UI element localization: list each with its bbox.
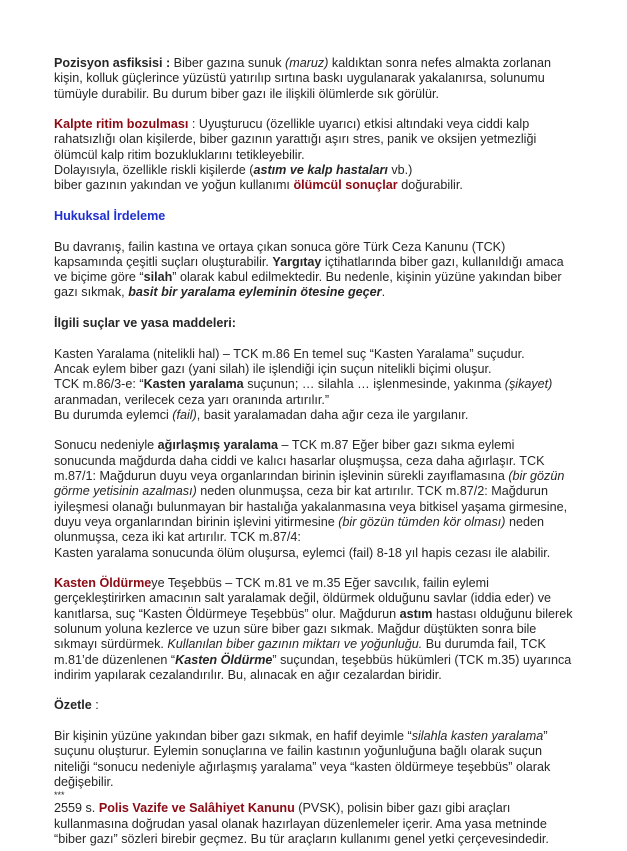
text: , basit yaralamadan daha ağır ceza ile yargılanır. [196,407,469,422]
text: : [91,698,99,713]
highlight-text: ölümcül sonuçlar [293,178,398,193]
bold-text: Yargıtay [272,254,322,269]
italic-text: (maruz) [285,56,329,70]
text: aranmadan, verilecek ceza yarı oranında artırılır.” [54,392,330,407]
text: suçunun; … silahla … işlenmesinde, yakınma [243,377,505,392]
highlight-text: Kasten Öldürme [54,576,152,591]
italic-text: Kullanılan biber gazının miktarı ve yoğunluğu. [167,637,423,652]
text: ” suçunu oluşturur. Eylemin sonuçlarına ve failin kastının yoğunluğuna bağlı olarak suçun niteliği “sonucu nedeniyle ağırlaşmış yaralama” veya “kasten öldürmeye teşebbüs” olarak değişebilir. [54,729,551,789]
text: (PVSK), polisin biber gazı gibi araçları kullanmasına doğrudan yasal olanak hazırlayan düzenlemeler içerir. Ama yasa metninde “biber gazı” sözleri birebir geçmez. Bu tür araçların kullanımı genel yetki çerçevesindedir. [54,801,549,846]
paragraph-agirlasmis-yaralama [54,438,574,560]
text: Ancak eylem biber gazı (yani silah) ile işlendiği için suçun nitelikli biçimi oluşur. [54,361,492,376]
text: ” olarak kabul edilmektedir. Bu nedenle, kişinin yüzüne yakından biber gazı sıkmak, [54,270,562,300]
text: 2559 s. [54,801,99,816]
heading-text: Özetle [54,698,92,713]
text: Bu durumda eylemci [54,407,173,422]
section-heading-hukuksal: Hukuksal İrdeleme [54,208,166,223]
section-heading-ozetle [54,698,574,713]
italic-text: (bir gözün görme yetisinin azalması) [54,469,565,499]
italic-text: silahla kasten yaralama [411,729,544,744]
text: Bu davranış, failin kastına ve ortaya çıkan sonuca göre Türk Ceza Kanunu (TCK) kapsamında çeşitli suçları oluşturabilir. [54,239,506,269]
paragraph-pozisyon-asfiksisi [54,56,574,102]
section-heading-ilgili: İlgili suçlar ve yasa maddeleri: [54,316,237,331]
document-page [54,56,574,847]
text: içtihatlarında biber gazı, kullanıldığı amaca ve biçime göre “ [54,254,564,285]
italic-text: (fail) [172,407,197,422]
paragraph-kalpte-ritim [54,117,574,193]
text: Bu durumda fail, TCK m.81’de düzenlenen “ [54,637,546,667]
term-title: Pozisyon asfiksisi : [54,56,171,70]
text: : Uyuşturucu (özellikle uyarıcı) etkisi altındaki veya ciddi kalp rahatsızlığı olan kişilerde, biber gazının yarattığı aşırı stres, panik ve oksijen yetmezliği ölümcül kalp ritim bozukluklarını tetikleyebilir. [54,117,537,162]
text: doğurabilir. [397,178,463,193]
paragraph-hukuksal [54,240,574,301]
separator-stars: *** [54,790,65,801]
text: Sonucu nedeniyle [54,438,158,453]
bold-italic-text: basit bir yaralama eyleminin ötesine geçer [128,285,382,300]
bold-text: astım [399,606,433,621]
paragraph-kasten-yaralama [54,347,574,423]
bold-italic-text: Kasten Öldürme [175,652,273,667]
italic-text: (şikayet) [504,377,553,392]
text: Kasten yaralama sonucunda ölüm oluşursa, eylemci (fail) 8-18 yıl hapis cezası ile alabilir. [54,545,551,560]
text: . [381,285,386,300]
paragraph-ozetle [54,729,574,790]
paragraph-pvsk [54,801,574,847]
text: biber gazının yakından ve yoğun kullanımı [54,178,294,193]
text: neden olunmuşsa, ceza bir kat artırılır. TCK m.87/2: Mağdurun iyileşmesi olanağı bulunmayan bir hastalığa yakalanmasına veya bitkisel yaşama girmesine, duyu veya organlarından birinin işlevini yitirmesine [54,484,568,529]
highlight-text: Polis Vazife ve Salâhiyet Kanunu [98,801,295,816]
paragraph-kasten-oldurme [54,576,574,683]
text: ” suçundan, teşebbüs hükümleri (TCK m.35) uyarınca indirim yapılarak cezalandırılır. Bu, alınacak en ağır cezalardan biridir. [54,652,572,682]
text: Kasten Yaralama (nitelikli hal) – TCK m.86 En temel suç “Kasten Yaralama” suçudur. [54,346,525,361]
text: – TCK m.87 Eğer biber gazı sıkma eylemi sonucunda mağdurda daha ciddi ve kalıcı hasarlar oluşmuşsa, ceza daha ağırlaşır. TCK m.87/1: Mağdurun duyu veya organlarından birinin işlevinin sürekli zayıflamasına [54,438,545,484]
bold-text: ağırlaşmış yaralama [157,438,279,453]
bold-text: silah [143,270,173,285]
term-title: Kalpte ritim bozulması [54,117,189,132]
text: kaldıktan sonra nefes almakta zorlanan kişin, kolluk güçlerince yüzüstü yatırılıp sırtına baskı uygulanarak yakalanırsa, solunumu tümüyle durabilir. Bu durum biber gazı ile ilişkili ölümlerde sık görülür. [54,56,552,101]
text: hastası olduğunu bilerek solunum yoluna kezlerce ve uzun süre biber gazı sıkmak. Mağdur düştükten sonra bile sıkmayı sürdürmek. [54,606,573,652]
text: Biber gazına sunuk [170,56,286,70]
text: vb.) [387,163,413,178]
italic-text: (bir gözün tümden kör olması) [338,514,506,529]
bold-text: Kasten yaralama [143,377,244,392]
bold-italic-text: astım ve kalp hastaları [253,163,388,178]
text: TCK m.86/3-e: “ [54,377,144,392]
text: Bir kişinin yüzüne yakından biber gazı sıkmak, en hafif deyimle “ [54,729,412,744]
text: ye Teşebbüs – TCK m.81 ve m.35 Eğer savcılık, failin eylemi gerçekleştirirken amacının salt yaralamak değil, öldürmek olduğunu savlar (iddia eder) ve kanıtlarsa, suç “Kasten Öldürmeye Teşebbüs” olur. Mağdurun [54,576,551,621]
text: neden olunmuşsa, ceza iki kat artırılır. TCK m.87/4: [54,514,545,545]
text: Dolayısıyla, özellikle riskli kişilerde ( [54,163,254,178]
